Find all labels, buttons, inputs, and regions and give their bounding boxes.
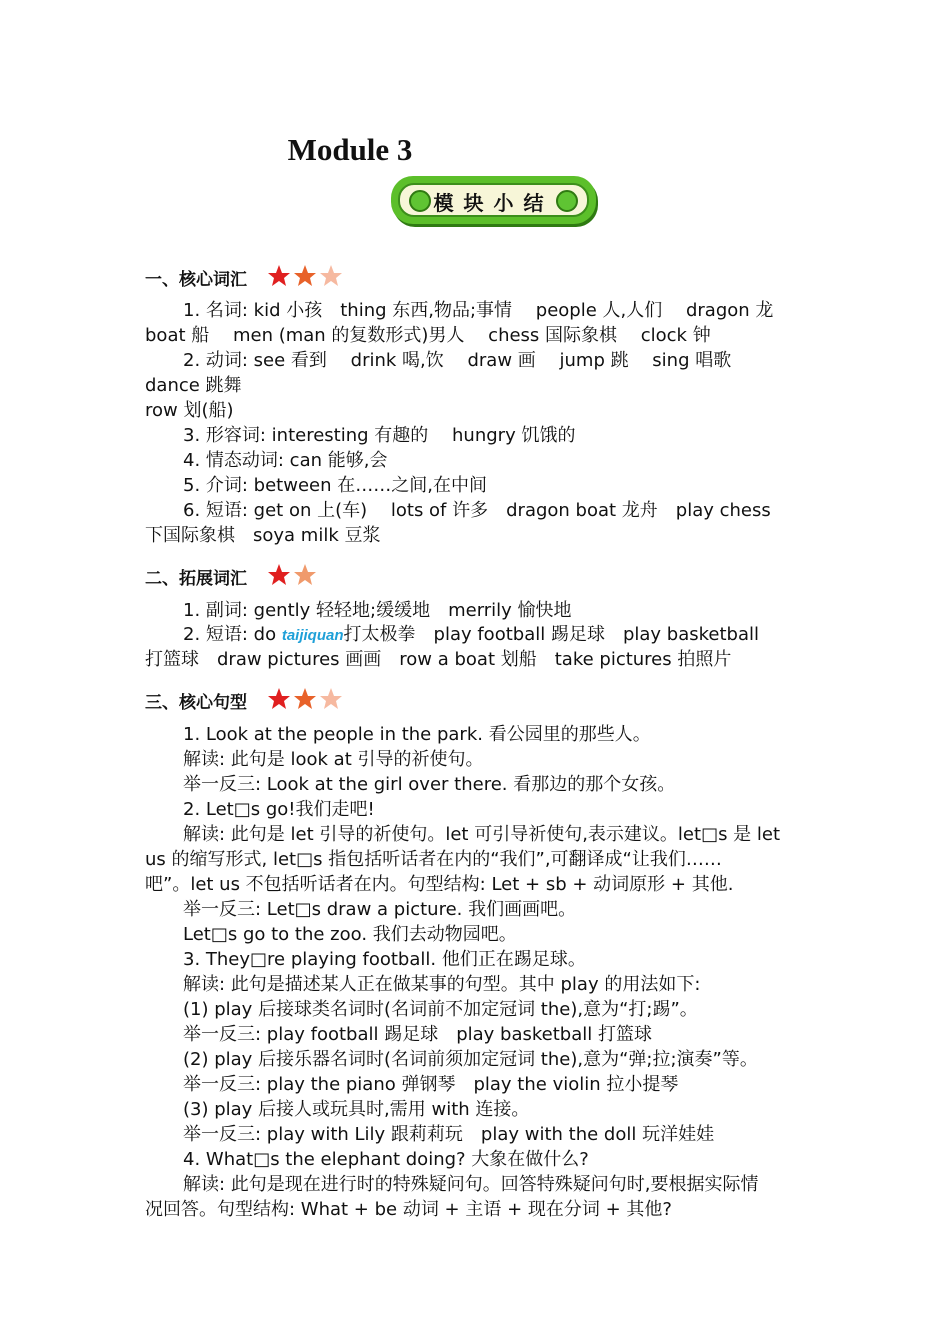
text-line: 打篮球 draw pictures 画画 row a boat 划船 take pictures 拍照片	[145, 649, 732, 670]
rating-stars-icon	[267, 264, 345, 293]
text-line: row 划(船)	[145, 400, 234, 421]
text-line: 4. What□s the elephant doing? 大象在做什么?	[183, 1149, 589, 1170]
text-line: Let□s go to the zoo. 我们去动物园吧。	[183, 924, 517, 945]
text-line: 2. Let□s go!我们走吧!	[183, 799, 375, 820]
text-line: 吧”。let us 不包括听话者在内。句型结构: Let + sb + 动词原形 + 其他.	[145, 874, 734, 895]
text-line: 4. 情态动词: can 能够,会	[183, 450, 388, 471]
text-line: 举一反三: Let□s draw a picture. 我们画画吧。	[183, 899, 577, 920]
text-line: 解读: 此句是 look at 引导的祈使句。	[183, 749, 484, 770]
module-summary-badge	[391, 176, 596, 224]
section-heading: 一、核心词汇	[145, 264, 345, 293]
rating-stars-icon	[267, 687, 345, 716]
text-line: 3. 形容词: interesting 有趣的 hungry 饥饿的	[183, 425, 576, 446]
text-line: 况回答。句型结构: What + be 动词 + 主语 + 现在分词 + 其他?	[145, 1199, 672, 1220]
rating-stars-icon	[267, 563, 319, 592]
section-heading: 三、核心句型	[145, 687, 345, 716]
text-line: 解读: 此句是 let 引导的祈使句。let 可引导祈使句,表示建议。let□s 是 let	[183, 824, 781, 845]
badge-label: 模块小结	[433, 191, 554, 215]
text-line: (1) play 后接球类名词时(名词前不加定冠词 the),意为“打;踢”。	[183, 999, 698, 1020]
text-line: 下国际象棋 soya milk 豆浆	[145, 525, 381, 546]
text-line: 1. 名词: kid 小孩 thing 东西,物品;事情 people 人,人们 dragon 龙	[183, 300, 774, 321]
text-line: (3) play 后接人或玩具时,需用 with 连接。	[183, 1099, 530, 1120]
text-line: 解读: 此句是描述某人正在做某事的句型。其中 play 的用法如下:	[183, 974, 701, 995]
text-line: 举一反三: Look at the girl over there. 看那边的那个女孩。	[183, 774, 676, 795]
page-title: Module 3	[287, 132, 413, 167]
text-line: boat 船 men (man 的复数形式)男人 chess 国际象棋 clock 钟	[145, 325, 711, 346]
text-line: 举一反三: play football 踢足球 play basketball 打篮球	[183, 1024, 652, 1045]
text-line: 2. 短语: do taijiquan打太极拳 play football 踢足球 play basketball	[183, 624, 759, 645]
text-line: (2) play 后接乐器名词时(名词前须加定冠词 the),意为“弹;拉;演奏”等。	[183, 1049, 758, 1070]
text-line: 2. 动词: see 看到 drink 喝,饮 draw 画 jump 跳 sing 唱歌	[183, 350, 732, 371]
text-line: 5. 介词: between 在……之间,在中间	[183, 475, 487, 496]
taijiquan-word: taijiquan	[281, 627, 344, 644]
text-line: 举一反三: play with Lily 跟莉莉玩 play with the doll 玩洋娃娃	[183, 1124, 715, 1145]
text-line: 解读: 此句是现在进行时的特殊疑问句。回答特殊疑问句时,要根据实际情	[183, 1174, 759, 1195]
text-line: 1. Look at the people in the park. 看公园里的那些人。	[183, 724, 651, 745]
text-line: 1. 副词: gently 轻轻地;缓缓地 merrily 愉快地	[183, 600, 572, 621]
text-line: dance 跳舞	[145, 375, 242, 396]
text-line: us 的缩写形式, let□s 指包括听话者在内的“我们”,可翻译成“让我们……	[145, 849, 722, 870]
text-line: 6. 短语: get on 上(车) lots of 许多 dragon boat 龙舟 play chess	[183, 500, 771, 521]
text-line: 3. They□re playing football. 他们正在踢足球。	[183, 949, 586, 970]
section-heading: 二、拓展词汇	[145, 563, 319, 592]
text-line: 举一反三: play the piano 弹钢琴 play the violin 拉小提琴	[183, 1074, 679, 1095]
